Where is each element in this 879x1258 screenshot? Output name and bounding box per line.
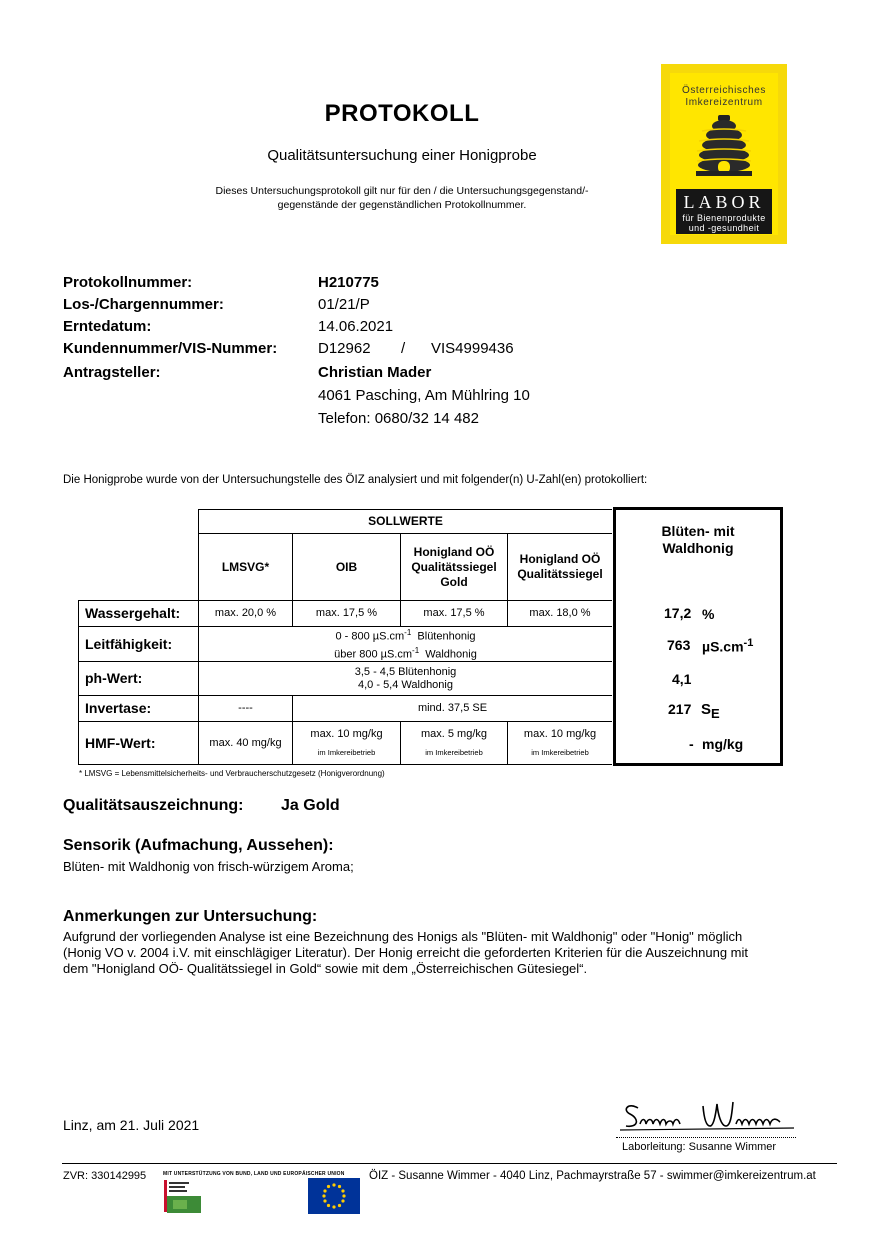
ministry-logo — [163, 1178, 203, 1214]
sensorik-heading: Sensorik (Aufmachung, Aussehen): — [63, 837, 334, 854]
oiz-labor-logo: Österreichisches Imkereizentrum LABOR für Bienenprodukte und -gesundheit — [661, 64, 787, 244]
ph-range: 3,5 - 4,5 Blütenhonig 4,0 - 5,4 Waldhonig — [354, 665, 457, 691]
row-label-wasser: Wassergehalt: — [85, 605, 181, 621]
invertase-result: 217 — [668, 701, 692, 717]
anmerkungen-text: Aufgrund der vorliegenden Analyse ist eine Bezeichnung des Honigs als "Blüten- mit Waldhonig" oder "Honig" möglich (Honig VO v. 2004 i.V. mit einschlägiger Literatur). Der Honig erreicht die geforderten Kriterien für die Auszeichnung mit dem "Honigland OÖ- Qualitätssiegel in Gold“ sowie mit dem „Österreichischen Gütesiegel“. — [63, 929, 749, 976]
col-honigland-gold: Honigland OÖ Qualitätssiegel Gold — [411, 544, 497, 589]
footer-divider — [62, 1163, 837, 1164]
hmf-oib: max. 10 mg/kg im Imkereibetrieb — [310, 727, 383, 757]
quality-value: Ja Gold — [281, 797, 340, 814]
invertase-range: mind. 37,5 SE — [417, 702, 488, 714]
antrag-label: Antragsteller: — [63, 364, 161, 381]
wasser-qs: max. 18,0 % — [529, 607, 591, 619]
table-footnote: * LMSVG = Lebensmittelsicherheits- und Verbraucherschutzgesetz (Honigverordnung) — [79, 769, 385, 778]
hmf-qs: max. 10 mg/kg im Imkereibetrieb — [523, 727, 597, 757]
vis-value: VIS4999436 — [431, 340, 514, 357]
sollwerte-header: SOLLWERTE — [368, 514, 443, 528]
ernte-label: Erntedatum: — [63, 318, 152, 335]
page-subtitle: Qualitätsuntersuchung einer Honigprobe — [267, 147, 537, 164]
ph-result: 4,1 — [672, 671, 692, 687]
hmf-result: - — [689, 736, 694, 752]
ernte-value: 14.06.2021 — [318, 318, 394, 335]
hmf-gold: max. 5 mg/kg im Imkereibetrieb — [420, 727, 488, 757]
hmf-lmsvg: max. 40 mg/kg — [209, 736, 282, 749]
signature-image — [618, 1094, 798, 1138]
sponsor-text: MIT UNTERSTÜTZUNG VON BUND, LAND UND EUROPÄISCHER UNION — [163, 1171, 345, 1177]
wasser-lmsvg: max. 20,0 % — [214, 607, 277, 619]
leit-range: 0 - 800 $\mu S.cm^{-1}$ Blütenhonig über 800 $\mu S.cm^{-1}$ Waldhonig — [334, 628, 477, 661]
validity-note: Dieses Untersuchungsprotokoll gilt nur für den / die Untersuchungsgegenstand/- gegenstände der gegenständlichen Protokollnummer. — [215, 185, 589, 211]
kunden-label: Kundennummer/VIS-Nummer: — [63, 340, 278, 357]
place-date: Linz, am 21. Juli 2021 — [63, 1117, 200, 1133]
los-value: 01/21/P — [318, 296, 370, 313]
signature-caption: Laborleitung: Susanne Wimmer — [622, 1141, 777, 1153]
antrag-phone: Telefon: 0680/32 14 482 — [318, 410, 479, 427]
row-label-ph: ph-Wert: — [85, 670, 143, 686]
wasser-unit: % — [702, 606, 715, 622]
wasser-oib: max. 17,5 % — [315, 607, 378, 619]
wasser-result: 17,2 — [664, 605, 692, 621]
col-honigland-qs: Honigland OÖ Qualitätssiegel — [517, 552, 603, 581]
row-label-invertase: Invertase: — [85, 700, 152, 716]
beehive-icon — [694, 115, 754, 177]
protokoll-label: Protokollnummer: — [63, 274, 193, 291]
invertase-unit: $S_E$ — [701, 701, 720, 721]
signature-line — [616, 1137, 796, 1138]
leit-result: 763 — [667, 637, 691, 653]
kunden-value: D12962 — [318, 340, 371, 357]
leit-unit: $\mu S.cm^{-1}$ — [702, 637, 754, 655]
row-label-leit: Leitfähigkeit: — [85, 635, 173, 652]
antrag-name: Christian Mader — [318, 364, 432, 381]
quality-label: Qualitätsauszeichnung: — [63, 797, 244, 814]
eu-flag-icon — [308, 1178, 360, 1214]
result-header: Blüten- mit Waldhonig — [661, 523, 735, 556]
sensorik-text: Blüten- mit Waldhonig von frisch-würzigem Aroma; — [63, 859, 354, 874]
footer-address: ÖIZ - Susanne Wimmer - 4040 Linz, Pachmayrstraße 57 - swimmer@imkereizentrum.at — [369, 1170, 816, 1182]
row-label-hmf: HMF-Wert: — [85, 734, 156, 751]
page-title: PROTOKOLL — [324, 100, 480, 127]
zvr-number: ZVR: 330142995 — [63, 1170, 147, 1182]
anmerkungen-heading: Anmerkungen zur Untersuchung: — [63, 908, 318, 925]
antrag-address: 4061 Pasching, Am Mühlring 10 — [318, 387, 530, 404]
col-oib: OIB — [335, 559, 358, 574]
hmf-unit: mg/kg — [702, 736, 744, 752]
invertase-lmsvg: ---- — [238, 702, 253, 714]
protokoll-value: H210775 — [318, 274, 379, 291]
los-label: Los-/Chargennummer: — [63, 296, 224, 313]
col-lmsvg: LMSVG* — [221, 559, 270, 574]
kunden-separator: / — [401, 340, 406, 357]
wasser-gold: max. 17,5 % — [423, 607, 485, 619]
analysis-intro: Die Honigprobe wurde von der Untersuchungstelle des ÖIZ analysiert und mit folgender(n) U-Zahl(en) protokolliert: — [63, 474, 648, 486]
